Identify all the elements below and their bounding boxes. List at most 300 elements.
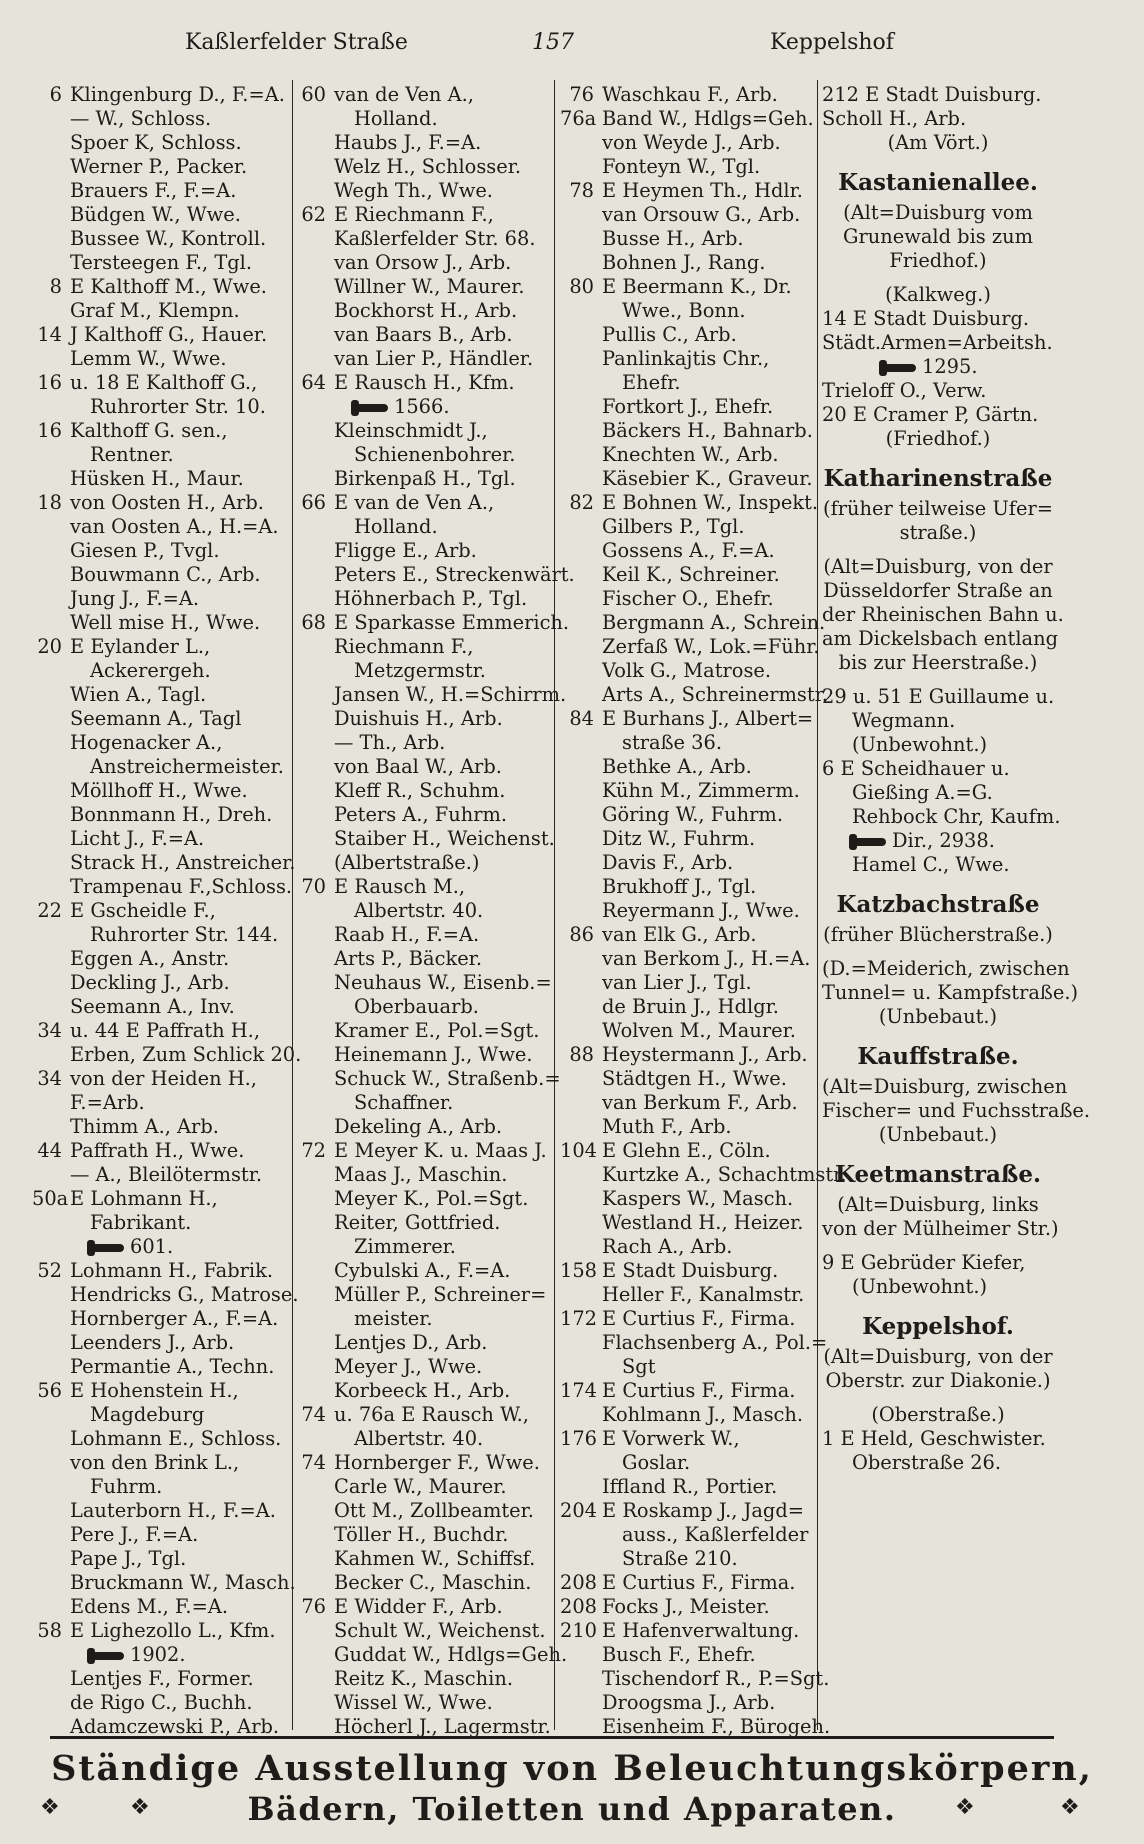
entry-text: Müller P., Schreiner= <box>334 1283 547 1306</box>
entry-text: Gossens A., F.=A. <box>602 539 775 562</box>
entry-text: Pere J., F.=A. <box>70 1523 199 1546</box>
directory-entry <box>560 131 816 155</box>
entry-text: von Oosten H., Arb. <box>70 491 264 514</box>
street-note: Düsseldorfer Straße an <box>823 579 1053 602</box>
entry-text: Magdeburg <box>90 1403 205 1426</box>
street-heading: Katharinenstraße <box>823 465 1053 492</box>
entry-text: Peters E., Streckenwärt. <box>334 563 575 586</box>
entry-text: Oberbauarb. <box>354 995 479 1018</box>
column-3 <box>560 83 847 1739</box>
house-number: 62 <box>301 203 326 226</box>
entry-text: van Lier J., Tgl. <box>602 971 752 994</box>
entry-text: Goslar. <box>622 1451 691 1474</box>
advert-line-2: Bädern, Toiletten und Apparaten. <box>247 1790 897 1828</box>
entry-text: Meyer K., Pol.=Sgt. <box>334 1187 529 1210</box>
directory-entry <box>560 731 816 755</box>
directory-entry <box>822 1275 1054 1299</box>
entry-text: (Unbewohnt.) <box>852 733 988 756</box>
directory-entry <box>560 587 816 611</box>
directory-entry <box>32 1667 290 1691</box>
entry-text: Meyer J., Wwe. <box>334 1355 483 1378</box>
directory-entry <box>560 227 816 251</box>
directory-entry <box>822 757 1054 781</box>
entry-text: Schienenbohrer. <box>354 443 516 466</box>
directory-entry <box>32 1163 290 1187</box>
entry-text: Willner W., Maurer. <box>334 275 525 298</box>
directory-entry <box>560 1139 816 1163</box>
directory-entry <box>32 1451 290 1475</box>
directory-entry <box>822 829 1054 853</box>
street-note: bis zur Heerstraße.) <box>838 651 1038 674</box>
house-number: 76 <box>569 83 594 106</box>
directory-entry <box>296 971 550 995</box>
directory-entry <box>296 875 550 899</box>
directory-entry <box>296 1595 550 1619</box>
spacer <box>822 545 1054 555</box>
house-number: 208 <box>560 1595 598 1618</box>
house-number: 76 <box>301 1595 326 1618</box>
directory-entry <box>32 515 290 539</box>
ornament-icon: ❖ <box>40 1795 60 1820</box>
house-number: 172 <box>560 1307 598 1330</box>
house-number: 34 <box>37 1067 62 1090</box>
directory-entry <box>560 1379 816 1403</box>
house-number: 104 <box>560 1139 598 1162</box>
column-divider <box>817 80 818 1730</box>
street-note: (Unbebaut.) <box>878 1123 998 1146</box>
house-number: 80 <box>569 275 594 298</box>
directory-entry <box>32 1211 290 1235</box>
directory-entry <box>32 1187 290 1211</box>
street-note: (Alt=Duisburg, von der <box>823 1345 1053 1368</box>
entry-text: E Bohnen W., Inspekt. <box>602 491 819 514</box>
directory-entry <box>32 83 290 107</box>
street-note: (Oberstraße.) <box>871 1403 1005 1426</box>
entry-text: Fortkort J., Ehefr. <box>602 395 774 418</box>
directory-entry <box>560 899 816 923</box>
directory-entry <box>296 1019 550 1043</box>
directory-entry <box>32 227 290 251</box>
entry-text: E Vorwerk W., <box>602 1427 740 1450</box>
directory-entry <box>822 107 1054 131</box>
entry-text: Ehefr. <box>622 371 681 394</box>
street-note: Tunnel= u. Kampfstraße.) <box>822 981 1079 1004</box>
directory-entry <box>822 379 1054 403</box>
directory-entry <box>296 827 555 851</box>
house-number: 204 <box>560 1499 598 1522</box>
entry-text: Flachsenberg A., Pol.= <box>602 1331 828 1354</box>
house-number: 84 <box>569 707 594 730</box>
directory-entry <box>560 707 816 731</box>
entry-text: Straße 210. <box>622 1547 738 1570</box>
entry-text: Höcherl J., Lagermstr. <box>334 1715 551 1738</box>
directory-entry <box>296 1571 550 1595</box>
entry-text: Fabrikant. <box>90 1211 192 1234</box>
entry-text: Göring W., Fuhrm. <box>602 803 783 826</box>
advert-line-1: Ständige Ausstellung von Beleuchtungskörpern, <box>51 1748 1093 1789</box>
entry-text: E Roskamp J., Jagd= <box>602 1499 804 1522</box>
entry-text: Hamel C., Wwe. <box>852 853 1010 876</box>
entry-text: Wien A., Tagl. <box>70 683 207 706</box>
entry-text: E Meyer K. u. Maas J. <box>334 1139 547 1162</box>
column-2 <box>296 83 575 1739</box>
entry-text: E Glehn E., Cöln. <box>602 1139 771 1162</box>
directory-entry <box>296 1043 550 1067</box>
house-number: 74 <box>301 1451 326 1474</box>
entry-text: Anstreichermeister. <box>90 755 284 778</box>
entry-text: Edens M., F.=A. <box>70 1595 229 1618</box>
directory-entry <box>822 781 1054 805</box>
spacer <box>822 947 1054 957</box>
entry-text: Hornberger F., Wwe. <box>334 1451 540 1474</box>
directory-entry <box>32 371 290 395</box>
directory-entry <box>296 299 550 323</box>
entry-text: 212 E Stadt Duisburg. <box>822 83 1042 106</box>
entry-text: Droogsma J., Arb. <box>602 1691 776 1714</box>
directory-entry <box>32 1619 290 1643</box>
directory-entry <box>296 947 550 971</box>
directory-entry <box>560 1451 816 1475</box>
entry-text: Büdgen W., Wwe. <box>70 203 241 226</box>
entry-text: Ruhrorter Str. 144. <box>90 923 279 946</box>
entry-text: Oberstraße 26. <box>852 1451 1002 1474</box>
page-number: 157 <box>532 30 574 55</box>
street-note: (Alt=Duisburg, zwischen <box>822 1075 1068 1098</box>
house-number: 22 <box>37 899 62 922</box>
house-number: 158 <box>560 1259 598 1282</box>
directory-entry <box>296 1403 550 1427</box>
entry-text: Hüsken H., Maur. <box>70 467 244 490</box>
entry-text: E Riechmann F., <box>334 203 494 226</box>
street-heading: Kastanienallee. <box>838 169 1038 196</box>
house-number: 88 <box>569 1043 594 1066</box>
entry-text: Fischer O., Ehefr. <box>602 587 774 610</box>
house-number: 8 <box>49 275 62 298</box>
directory-entry <box>32 1499 290 1523</box>
entry-text: Bäckers H., Bahnarb. <box>602 419 813 442</box>
directory-entry <box>296 203 550 227</box>
directory-entry <box>296 491 550 515</box>
directory-entry <box>560 995 816 1019</box>
entry-text: Arts P., Bäcker. <box>334 947 482 970</box>
entry-text: Städt.Armen=Arbeitsh. <box>822 331 1053 354</box>
entry-text: meister. <box>354 1307 433 1330</box>
entry-text: 1902. <box>130 1643 186 1666</box>
directory-entry <box>296 347 550 371</box>
directory-entry <box>32 755 290 779</box>
directory-entry <box>560 1427 816 1451</box>
entry-text: Heystermann J., Arb. <box>602 1043 808 1066</box>
entry-text: Töller H., Buchdr. <box>334 1523 509 1546</box>
directory-entry <box>822 685 1054 709</box>
telephone-icon <box>852 838 886 846</box>
directory-entry <box>560 611 826 635</box>
entry-text: von Weyde J., Arb. <box>602 131 781 154</box>
street-note: (Alt=Duisburg vom <box>843 201 1033 224</box>
directory-entry <box>32 1571 296 1595</box>
directory-entry <box>32 707 290 731</box>
directory-entry <box>822 331 1054 355</box>
entry-text: straße 36. <box>622 731 723 754</box>
directory-entry <box>822 733 1054 757</box>
directory-entry <box>560 803 816 827</box>
street-heading: Kauffstraße. <box>857 1043 1019 1070</box>
entry-text: Rentner. <box>90 443 174 466</box>
house-number: 60 <box>301 83 326 106</box>
column-divider <box>292 80 293 1730</box>
directory-entry <box>560 1667 830 1691</box>
entry-text: (Unbewohnt.) <box>852 1275 988 1298</box>
house-number: 174 <box>560 1379 598 1402</box>
entry-text: Busse H., Arb. <box>602 227 744 250</box>
directory-entry <box>296 275 550 299</box>
directory-entry <box>32 1643 290 1667</box>
street-note: (Alt=Duisburg, links <box>837 1193 1039 1216</box>
directory-entry <box>560 1019 816 1043</box>
column-divider <box>554 80 555 1730</box>
column-4 <box>822 83 1091 1475</box>
house-number: 66 <box>301 491 326 514</box>
directory-entry <box>560 515 816 539</box>
directory-entry <box>32 875 293 899</box>
entry-text: Strack H., Anstreicher. <box>70 851 296 874</box>
entry-text: Thimm A., Arb. <box>70 1115 219 1138</box>
directory-entry <box>560 251 816 275</box>
directory-entry <box>296 131 550 155</box>
directory-entry <box>32 395 290 419</box>
entry-text: Rehbock Chr, Kaufm. <box>852 805 1061 828</box>
entry-text: Adamczewski P., Arb. <box>70 1715 280 1738</box>
directory-entry <box>296 323 550 347</box>
directory-entry <box>296 899 550 923</box>
directory-entry <box>296 1619 550 1643</box>
directory-entry <box>32 1283 299 1307</box>
directory-entry <box>32 851 296 875</box>
entry-text: de Bruin J., Hdlgr. <box>602 995 779 1018</box>
entry-text: Ackerergeh. <box>90 659 211 682</box>
entry-text: Kurtzke A., Schachtmstr. <box>602 1163 847 1186</box>
entry-text: E Rausch H., Kfm. <box>334 371 515 394</box>
ornament-icon: ❖ <box>1060 1795 1080 1820</box>
directory-entry <box>32 1379 290 1403</box>
directory-entry <box>32 1595 290 1619</box>
directory-entry <box>32 731 290 755</box>
directory-entry <box>560 1067 816 1091</box>
directory-entry <box>32 827 290 851</box>
directory-entry <box>822 1427 1054 1451</box>
entry-text: Höhnerbach P., Tgl. <box>334 587 528 610</box>
entry-text: Kleinschmidt J., <box>334 419 488 442</box>
entry-text: (Albertstraße.) <box>334 851 480 874</box>
directory-entry <box>560 971 816 995</box>
directory-entry <box>296 1331 550 1355</box>
entry-text: E Sparkasse Emmerich. <box>334 611 570 634</box>
entry-text: Albertstr. 40. <box>354 899 484 922</box>
directory-entry <box>296 563 575 587</box>
entry-text: Lemm W., Wwe. <box>70 347 227 370</box>
directory-entry <box>822 1251 1054 1275</box>
directory-entry <box>296 1091 550 1115</box>
directory-entry <box>560 443 816 467</box>
directory-entry <box>560 1163 847 1187</box>
directory-entry <box>296 587 550 611</box>
entry-text: Kleff R., Schuhm. <box>334 779 506 802</box>
directory-entry <box>296 1355 550 1379</box>
entry-text: Deckling J., Arb. <box>70 971 230 994</box>
entry-text: Seemann A., Tagl <box>70 707 242 730</box>
directory-entry <box>560 395 816 419</box>
directory-entry <box>560 827 816 851</box>
directory-entry <box>560 875 816 899</box>
ornament-icon: ❖ <box>955 1795 975 1820</box>
directory-entry <box>296 635 550 659</box>
directory-entry <box>32 899 290 923</box>
entry-text: u. 18 E Kalthoff G., <box>70 371 258 394</box>
directory-entry <box>296 1547 550 1571</box>
directory-entry <box>32 1043 302 1067</box>
directory-entry <box>32 995 290 1019</box>
entry-text: Wegmann. <box>852 709 956 732</box>
house-number: 210 <box>560 1619 598 1642</box>
entry-text: E Hafenverwaltung. <box>602 1619 800 1642</box>
spacer <box>822 1241 1054 1251</box>
entry-text: E Gscheidle F., <box>70 899 216 922</box>
directory-entry <box>822 355 1054 379</box>
directory-entry <box>560 107 816 131</box>
house-number: 6 <box>49 83 62 106</box>
directory-entry <box>296 755 550 779</box>
telephone-icon <box>90 1652 124 1660</box>
telephone-icon <box>354 404 388 412</box>
entry-text: 1 E Held, Geschwister. <box>822 1427 1046 1450</box>
directory-entry <box>32 1427 290 1451</box>
entry-text: Tersteegen F., Tgl. <box>70 251 253 274</box>
directory-entry <box>32 299 290 323</box>
house-number: 86 <box>569 923 594 946</box>
street-note: (früher Blücherstraße.) <box>823 923 1053 946</box>
directory-entry <box>560 1403 816 1427</box>
directory-entry <box>560 1547 816 1571</box>
entry-text: Licht J., F.=A. <box>70 827 205 850</box>
street-note: (Alt=Duisburg, von der <box>823 555 1053 578</box>
header-street-right: Keppelshof <box>770 30 894 55</box>
spacer <box>822 675 1054 685</box>
directory-entry <box>296 1187 550 1211</box>
house-number: 68 <box>301 611 326 634</box>
entry-text: E van de Ven A., <box>334 491 495 514</box>
entry-text: Muth F., Arb. <box>602 1115 732 1138</box>
directory-entry <box>560 1115 816 1139</box>
directory-entry <box>32 1547 290 1571</box>
directory-entry <box>560 923 816 947</box>
directory-entry <box>560 683 828 707</box>
street-note: von der Mülheimer Str.) <box>822 1217 1059 1240</box>
street-note: (Friedhof.) <box>885 427 991 450</box>
directory-entry <box>560 1187 816 1211</box>
entry-text: Fuhrm. <box>90 1475 163 1498</box>
entry-text: Eisenheim F., Bürogeh. <box>602 1715 831 1738</box>
directory-entry <box>296 467 550 491</box>
entry-text: E Lohmann H., <box>70 1187 218 1210</box>
entry-text: Schuck W., Straßenb.= <box>334 1067 561 1090</box>
entry-text: Graf M., Klempn. <box>70 299 240 322</box>
directory-entry <box>296 1067 561 1091</box>
entry-text: Reyermann J., Wwe. <box>602 899 800 922</box>
entry-text: Well mise H., Wwe. <box>70 611 261 634</box>
directory-entry <box>32 443 290 467</box>
entry-text: Bohnen J., Rang. <box>602 251 766 274</box>
entry-text: Wwe., Bonn. <box>622 299 746 322</box>
directory-entry <box>822 403 1054 427</box>
entry-text: van Oosten A., H.=A. <box>70 515 279 538</box>
entry-text: Guddat W., Hdlgs=Geh. <box>334 1643 568 1666</box>
directory-entry <box>560 1355 816 1379</box>
directory-entry <box>296 1211 550 1235</box>
entry-text: Werner P., Packer. <box>70 155 248 178</box>
entry-text: Hendricks G., Matrose. <box>70 1283 299 1306</box>
entry-text: Kühn M., Zimmerm. <box>602 779 800 802</box>
entry-text: Heinemann J., Wwe. <box>334 1043 533 1066</box>
entry-text: E Rausch M., <box>334 875 466 898</box>
directory-entry <box>560 563 816 587</box>
entry-text: Lauterborn H., F.=A. <box>70 1499 276 1522</box>
entry-text: Fligge E., Arb. <box>334 539 477 562</box>
directory-entry <box>32 947 290 971</box>
directory-entry <box>32 251 290 275</box>
entry-text: Dekeling A., Arb. <box>334 1115 503 1138</box>
directory-entry <box>32 611 290 635</box>
directory-entry <box>296 395 550 419</box>
entry-text: Wolven M., Maurer. <box>602 1019 796 1042</box>
entry-text: Eggen A., Anstr. <box>70 947 230 970</box>
entry-text: Becker C., Maschin. <box>334 1571 532 1594</box>
directory-entry <box>32 1235 290 1259</box>
directory-entry <box>32 659 290 683</box>
directory-entry <box>296 1379 550 1403</box>
entry-text: Zimmerer. <box>354 1235 456 1258</box>
directory-entry <box>822 805 1061 829</box>
house-number: 52 <box>37 1259 62 1282</box>
entry-text: Bergmann A., Schrein. <box>602 611 826 634</box>
entry-text: Erben, Zum Schlick 20. <box>70 1043 302 1066</box>
street-note: Grunewald bis zum <box>843 225 1033 248</box>
street-note: (früher teilweise Ufer= <box>823 497 1053 520</box>
directory-entry <box>560 491 819 515</box>
entry-text: Albertstr. 40. <box>354 1427 484 1450</box>
entry-text: Städtgen H., Wwe. <box>602 1067 787 1090</box>
directory-entry <box>560 1619 816 1643</box>
directory-entry <box>296 1499 550 1523</box>
directory-entry <box>32 419 290 443</box>
entry-text: — Th., Arb. <box>334 731 446 754</box>
entry-text: Jansen W., H.=Schirrm. <box>334 683 567 706</box>
directory-entry <box>32 635 290 659</box>
directory-entry <box>560 1523 816 1547</box>
directory-entry <box>560 1283 816 1307</box>
directory-entry <box>296 1115 550 1139</box>
entry-text: Lohmann H., Fabrik. <box>70 1259 274 1282</box>
entry-text: Scholl H., Arb. <box>822 107 967 130</box>
entry-text: Kaspers W., Masch. <box>602 1187 794 1210</box>
entry-text: Klingenburg D., F.=A. <box>70 83 285 106</box>
entry-text: Kahmen W., Schiffsf. <box>334 1547 536 1570</box>
directory-entry <box>560 1307 816 1331</box>
directory-entry <box>296 1139 550 1163</box>
entry-text: Giesen P., Tvgl. <box>70 539 220 562</box>
street-note: (D.=Meiderich, zwischen <box>822 957 1070 980</box>
entry-text: Neuhaus W., Eisenb.= <box>334 971 552 994</box>
directory-entry <box>296 779 550 803</box>
